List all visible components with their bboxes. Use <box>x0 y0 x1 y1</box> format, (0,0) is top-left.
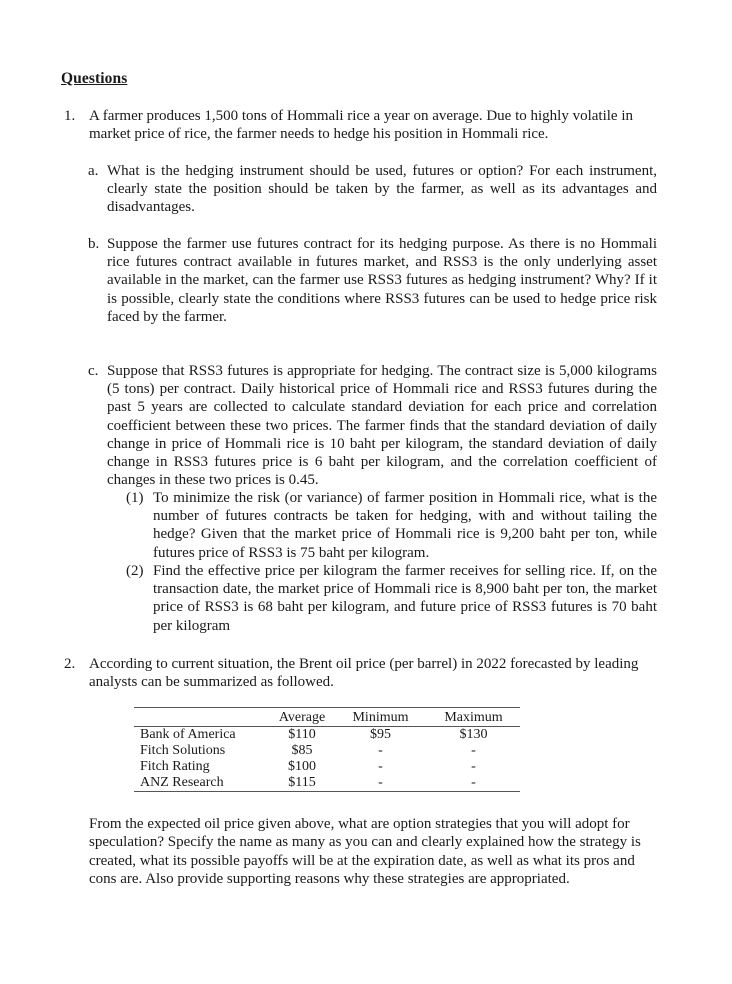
analyst-name: Fitch Rating <box>140 759 210 774</box>
table-row <box>134 727 520 744</box>
question-1c-item-2 <box>126 562 657 635</box>
item-text: Find the effective price per kilogram the farmer receives for selling rice. If, on the transaction date, the market price of Hommali rice is 8,900 baht per ton, the market price of RSS3 is 68 baht per kilogram, and future price of RSS3 futures is 70 baht per kilogram <box>153 563 657 634</box>
column-header <box>134 710 270 727</box>
question-1c-item-1 <box>126 489 657 562</box>
analyst-name: Bank of America <box>140 727 236 742</box>
item-text: To minimize the risk (or variance) of farmer position in Hommali rice, what is the number of futures contracts be taken for hedging, with and without tailing the hedge? Given that the market price of Hommali rice is 9,200 baht per ton, while futures price of RSS3 is 75 baht per kilogram. <box>153 490 657 561</box>
part-text: What is the hedging instrument should be used, futures or option? For each instrument, clearly state the position should be taken by the farmer, as well as its advantages and disadvantages. <box>107 163 657 216</box>
question-1a <box>88 162 657 217</box>
part-label: b. <box>88 236 100 252</box>
analyst-name: ANZ Research <box>134 775 270 792</box>
item-label: (1) <box>126 490 144 506</box>
average-value: $85 <box>291 743 313 758</box>
question-number: 1. <box>64 108 76 124</box>
question-number: 2. <box>64 656 76 672</box>
question-text: According to current situation, the Brent oil price (per barrel) in 2022 forecasted by leading analysts can be summarized as followed. <box>89 656 639 691</box>
item-label: (2) <box>126 563 144 579</box>
part-label: c. <box>88 363 99 379</box>
maximum-value: - <box>471 759 476 774</box>
oil-price-forecast-table <box>134 707 520 792</box>
minimum-value: - <box>378 759 383 774</box>
question-2 <box>64 655 658 691</box>
question-text: A farmer produces 1,500 tons of Hommali rice a year on average. Due to highly volatile in market price of rice, the farmer needs to hedge his position in Hommali rice. <box>89 108 633 143</box>
part-text: Suppose the farmer use futures contract for its hedging purpose. As there is no Hommali rice futures contract available in futures market, and RSS3 is the only underlying asset available in the market, can the farmer use RSS3 futures as hedging instrument? Why? If it is possible, clearly state the conditions where RSS3 futures can be used to hedge price risk faced by the farmer. <box>107 236 657 325</box>
average-value: $100 <box>288 759 316 774</box>
table-header-row <box>134 710 520 727</box>
table-row <box>134 743 520 759</box>
analyst-name: Fitch Solutions <box>140 743 226 758</box>
column-header-minimum: Minimum <box>334 710 427 727</box>
forecast-table-container <box>134 707 520 792</box>
minimum-value: - <box>378 743 383 758</box>
part-label: a. <box>88 163 99 179</box>
maximum-value: - <box>471 743 476 758</box>
part-text: Suppose that RSS3 futures is appropriate for hedging. The contract size is 5,000 kilograms (5 tons) per contract. Daily historical price of Hommali rice and RSS3 futures during the past 5 years are collected to calculate standard deviation for each price and correlation coefficient between these two prices. The farmer finds that the standard deviation of daily change in price of Hommali rice is 10 baht per kilogram, the standard deviation of daily change in RSS3 futures price is 6 baht per kilogram, and the correlation coefficient of changes in these two prices is 0.45. <box>107 363 657 489</box>
table-row <box>134 759 520 775</box>
average-value: $115 <box>270 775 334 792</box>
maximum-value: - <box>427 775 520 792</box>
minimum-value: - <box>334 775 427 792</box>
table-row <box>134 775 520 792</box>
maximum-value: $130 <box>459 727 488 742</box>
question-1 <box>64 107 656 143</box>
minimum-value: $95 <box>370 727 391 742</box>
column-header-average: Average <box>270 710 334 727</box>
column-header-maximum: Maximum <box>427 710 520 727</box>
question-1c <box>88 362 657 489</box>
section-heading: Questions <box>61 70 128 87</box>
question-1b <box>88 235 657 326</box>
average-value: $110 <box>288 727 316 742</box>
question-2-closing-text: From the expected oil price given above, what are option strategies that you will adopt for speculation? Specify the name as many as you can and clearly explained how the strategy is created, what its possible payoffs will be at the expiration date, as well as what its pros and cons are. Also provide supporting reasons why these strategies are appropriated. <box>89 816 641 888</box>
